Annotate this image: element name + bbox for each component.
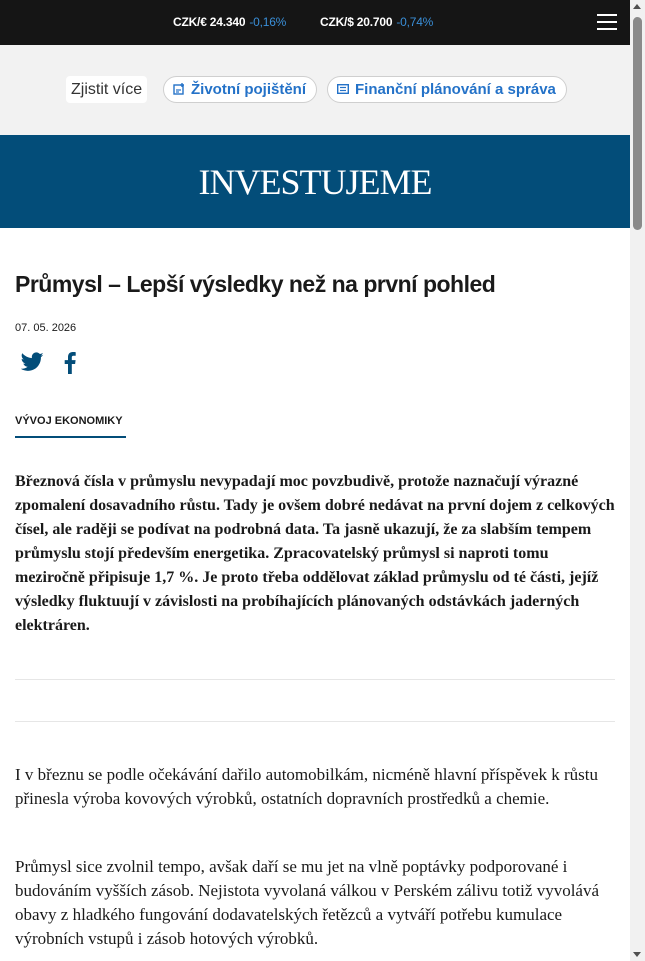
article-date: 07. 05. 2026 xyxy=(15,322,77,334)
exchange-rate-eur xyxy=(173,15,286,29)
insurance-document-icon xyxy=(173,83,185,95)
promo-bar xyxy=(0,45,630,135)
divider xyxy=(15,679,615,680)
financial-planning-link[interactable] xyxy=(327,76,567,103)
hamburger-icon[interactable] xyxy=(597,13,617,31)
share-twitter-button[interactable] xyxy=(21,352,44,377)
life-insurance-link-label: Životní pojištění xyxy=(191,81,306,98)
article-lead: Březnová čísla v průmyslu nevypadají moc povzbudivě, protože naznačují výrazné zpomalení dosavadního růstu. Tady je ovšem dobré nedávat na první dojem z celkových čísel, ale raději se podívat na podrobná data. Ta jasně ukazují, že za slabším tempem průmyslu stojí především energetika. Zpracovatelský průmysl si naproti tomu meziročně připisuje 1,7 %. Je proto třeba oddělovat základ průmyslu od té části, jejíž výsledky fluktuují v závislosti na probíhajících plánovaných odstávkách jaderných elektráren. xyxy=(15,473,615,634)
top-ticker-bar xyxy=(0,0,630,45)
brand-logo[interactable]: INVESTUJEME xyxy=(198,162,432,202)
exchange-rate-usd xyxy=(320,15,433,29)
divider xyxy=(15,721,615,722)
twitter-icon xyxy=(21,352,44,372)
financial-planning-link-label: Finanční plánování a správa xyxy=(355,81,556,98)
article-category[interactable]: VÝVOJ EKONOMIKY xyxy=(15,415,123,427)
category-underline xyxy=(15,436,126,438)
article-paragraph: Průmysl sice zvolnil tempo, avšak daří se mu jet na vlně poptávky podporované i budováním vyšších zásob. Nejistota vyvolaná válkou v Perském zálivu totiž vyvolává obavy z hladkého fungování dodavatelských řetězců a vytváří potřebu kumulace výrobních vstupů i zásob hotových výrobků. xyxy=(15,857,600,948)
rate-usd-change: -0,74% xyxy=(396,15,434,29)
rate-eur-change: -0,16% xyxy=(249,15,287,29)
brand-banner xyxy=(0,135,630,228)
scroll-up-arrow-icon[interactable] xyxy=(633,4,641,9)
scroll-down-arrow-icon[interactable] xyxy=(633,952,641,957)
promo-label: Zjistit více xyxy=(66,76,147,103)
life-insurance-link[interactable] xyxy=(163,76,317,103)
share-facebook-button[interactable] xyxy=(64,352,76,379)
finance-card-icon xyxy=(337,83,349,95)
facebook-icon xyxy=(64,352,76,374)
article-paragraph: I v březnu se podle očekávání dařilo automobilkám, nicméně hlavní příspěvek k růstu přinesla výroba kovových výrobků, ostatních dopravních prostředků a chemie. xyxy=(15,765,599,808)
article-title: Průmysl – Lepší výsledky než na první pohled xyxy=(15,271,496,297)
rate-usd-value: CZK/$ 20.700 xyxy=(320,15,393,29)
scrollbar-thumb[interactable] xyxy=(633,17,642,230)
rate-eur-value: CZK/€ 24.340 xyxy=(173,15,246,29)
scrollbar[interactable] xyxy=(630,0,645,961)
